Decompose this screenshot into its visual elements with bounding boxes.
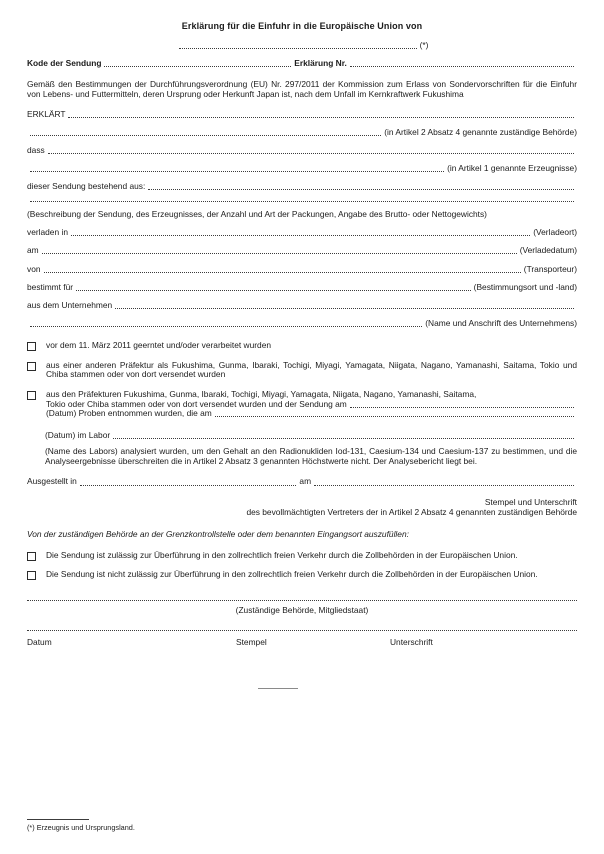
field-consignment-description-cont[interactable]	[30, 201, 574, 202]
code-row	[27, 59, 577, 69]
check-listed-prefectures-line1: aus den Präfekturen Fukushima, Gunma, Ibaraki, Tochigi, Miyagi, Yamagata, Niigata, Nagano, Yamanashi, Saitama,	[46, 388, 477, 399]
declaration-number-label: Erklärung Nr.	[294, 57, 347, 68]
field-products-cont[interactable]	[30, 171, 444, 172]
consignment-description-row2	[27, 201, 577, 204]
check-listed-prefectures	[27, 390, 577, 419]
destination-hint: (Bestimmungsort und -land)	[473, 281, 577, 292]
field-sampling-date[interactable]	[350, 407, 574, 408]
form-title: Erklärung für die Einfuhr in die Europäische Union von	[181, 21, 423, 31]
end-of-document-dash	[258, 688, 298, 689]
products-hint-row	[27, 164, 577, 174]
issued-row	[27, 477, 577, 487]
field-lab-name[interactable]	[113, 438, 574, 439]
description-hint: (Beschreibung der Sendung, des Erzeugnisses, der Anzahl und Art der Packungen, Angabe des Brutto- oder Nettogewichts)	[27, 209, 487, 219]
subject-footnote-mark: (*)	[419, 39, 429, 50]
issued-on-label: am	[299, 476, 312, 487]
check-not-admissible	[27, 570, 577, 580]
field-analysis-date[interactable]	[215, 416, 574, 417]
loaded-on-row	[27, 246, 577, 256]
products-hint: (in Artikel 1 genannte Erzeugnisse)	[447, 163, 577, 174]
field-transporter[interactable]	[44, 272, 521, 273]
field-subject-product[interactable]	[179, 48, 417, 49]
border-control-instruction: Von der zuständigen Behörde an der Grenzkontrollstelle oder dem benannten Eingangsort auszufüllen:	[27, 529, 409, 540]
consignment-code-label: Kode der Sendung	[27, 57, 102, 68]
loaded-in-label: verladen in	[27, 227, 68, 238]
that-label: dass	[27, 144, 45, 155]
declares-row	[27, 110, 577, 120]
border-authority-hint: (Zuständige Behörde, Mitgliedstaat)	[235, 605, 369, 616]
check-other-prefecture-label: aus einer anderen Präfektur als Fukushima, Gunma, Ibaraki, Tochigi, Miyagi, Yamagata, Niigata, Nagano, Yamanashi, Saitama, Tokio und Chiba stammen oder von dort versendet wurden	[46, 359, 577, 380]
field-business-name-cont[interactable]	[30, 326, 422, 327]
consisting-label: dieser Sendung bestehend aus:	[27, 181, 146, 192]
checkbox-admissible[interactable]	[27, 552, 36, 561]
check-not-admissible-label: Die Sendung ist nicht zulässig zur Überführung in den zollrechtlich freien Verkehr durch die Zollbehörden in der Europäischen Union.	[46, 568, 538, 579]
transporter-hint: (Transporteur)	[523, 263, 577, 274]
field-authority-name-cont[interactable]	[30, 135, 381, 136]
business-row	[27, 301, 577, 311]
field-date-stamp-signature[interactable]	[27, 630, 577, 631]
check-admissible-label: Die Sendung ist zulässig zur Überführung in den zollrechtlich freien Verkehr durch die Zollbehörden in der Europäischen Union.	[46, 549, 518, 560]
stamp-label: Stempel	[236, 637, 267, 648]
check-admissible	[27, 551, 577, 561]
business-label: aus dem Unternehmen	[27, 299, 113, 310]
legal-basis-paragraph: Gemäß den Bestimmungen der Durchführungsverordnung (EU) Nr. 297/2011 der Kommission zum Erlass von Sondervorschriften für die Einfuhr von Lebens- und Futtermitteln, deren Ursprung oder Herkunft Japan ist, nach dem Unfall im Kernkraftwerk Fukushima	[27, 79, 577, 99]
check-harvested-before-label: vor dem 11. März 2011 geerntet und/oder verarbeitet wurden	[46, 339, 272, 350]
field-loading-place[interactable]	[71, 235, 530, 236]
subject-row	[27, 41, 577, 51]
lab-label: (Datum) im Labor	[45, 429, 111, 440]
signature-label: Unterschrift	[390, 637, 433, 648]
field-destination[interactable]	[76, 290, 471, 291]
loaded-in-row	[27, 228, 577, 238]
transporter-label: von	[27, 263, 41, 274]
field-loading-date[interactable]	[42, 253, 517, 254]
checkbox-harvested-before[interactable]	[27, 342, 36, 351]
field-business-name[interactable]	[115, 308, 574, 309]
destination-row	[27, 283, 577, 293]
check-other-prefecture	[27, 361, 577, 380]
field-border-authority[interactable]	[27, 600, 577, 601]
authority-signature-row	[27, 600, 577, 603]
date-label: Datum	[27, 637, 52, 648]
analysis-statement: (Name des Labors) analysiert wurden, um den Gehalt an den Radionukliden Iod-131, Caesium-134 und Caesium-137 zu bestimmen, und die Analyseergebnisse überschreiten die in Artikel 2 Absatz 3 genannten Höchstwerte nicht. Der Analysebericht liegt bei.	[45, 446, 577, 466]
check-listed-prefectures-line2: Tokio oder Chiba stammen oder von dort versendet wurden und der Sendung am	[46, 400, 577, 410]
transporter-row	[27, 265, 577, 275]
business-hint-row	[27, 319, 577, 329]
stamp-signature-line2: des bevollmächtigten Vertreters der in Artikel 2 Absatz 4 genannten zuständigen Behörde	[246, 506, 577, 517]
loaded-on-label: am	[27, 245, 39, 256]
date-stamp-signature-row	[27, 630, 577, 633]
loading-date-hint: (Verladedatum)	[519, 245, 577, 256]
lab-row	[45, 431, 577, 441]
destination-label: bestimmt für	[27, 281, 74, 292]
field-consignment-description[interactable]	[148, 189, 574, 190]
footnote-text: (*) Erzeugnis und Ursprungsland.	[27, 823, 135, 832]
footnote-block	[27, 819, 135, 832]
field-issue-place[interactable]	[80, 485, 297, 486]
authority-hint-row	[27, 128, 577, 138]
signature-block	[27, 498, 577, 517]
loading-place-hint: (Verladeort)	[533, 227, 577, 238]
stamp-signature-line1: Stempel und Unterschrift	[484, 497, 577, 508]
field-consignment-code[interactable]	[104, 66, 291, 67]
footnote-rule	[27, 819, 89, 820]
checkbox-not-admissible[interactable]	[27, 571, 36, 580]
checkbox-listed-prefectures[interactable]	[27, 391, 36, 400]
field-products[interactable]	[48, 153, 574, 154]
check-harvested-before	[27, 341, 577, 351]
declares-label: ERKLÄRT	[27, 108, 66, 119]
field-declaration-number[interactable]	[350, 66, 574, 67]
signature-labels-row	[27, 638, 577, 648]
field-issue-date[interactable]	[314, 485, 574, 486]
authority-hint: (in Artikel 2 Absatz 4 genannte zuständige Behörde)	[384, 126, 577, 137]
consisting-row	[27, 182, 577, 192]
sampling-row	[46, 409, 577, 419]
sampling-label: (Datum) Proben entnommen wurden, die am	[46, 408, 212, 419]
business-hint: (Name und Anschrift des Unternehmens)	[425, 318, 577, 329]
that-row	[27, 146, 577, 156]
checkbox-other-prefecture[interactable]	[27, 362, 36, 371]
issued-in-label: Ausgestellt in	[27, 476, 77, 487]
field-authority-name[interactable]	[68, 117, 574, 118]
